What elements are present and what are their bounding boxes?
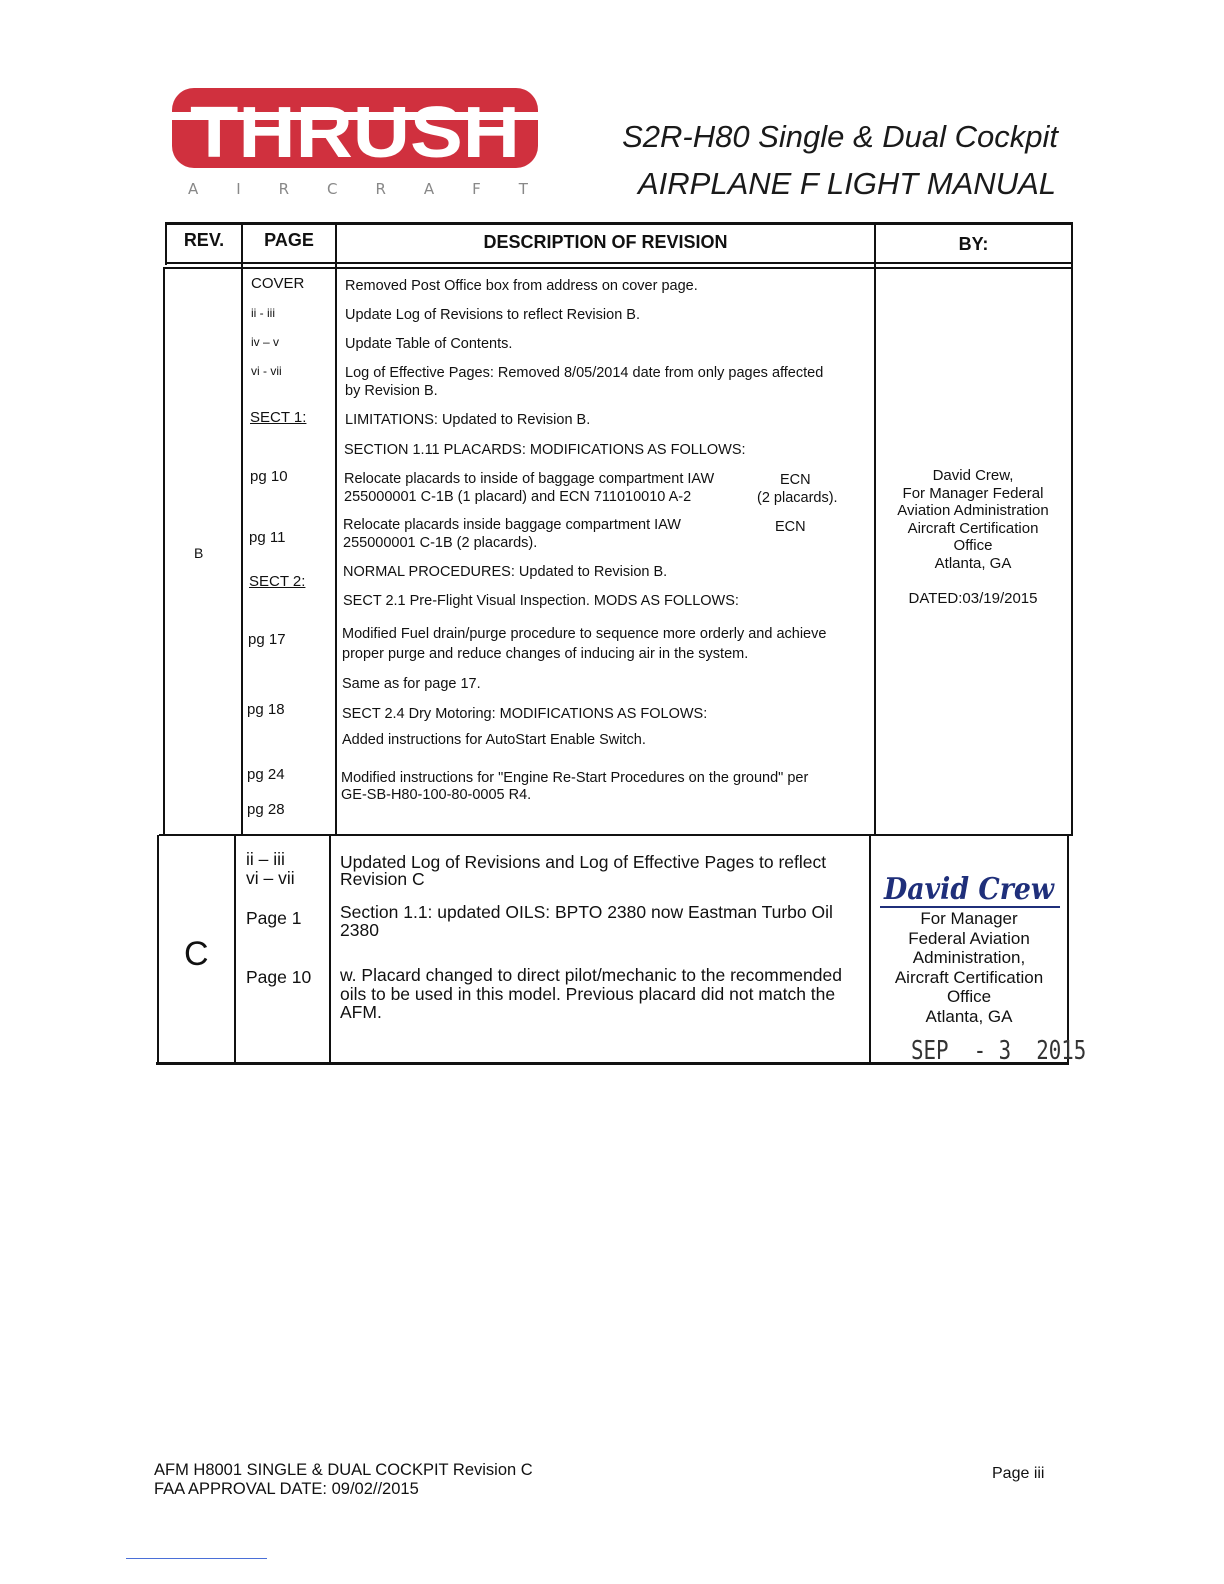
approver-line: Atlanta, GA [925, 1006, 1013, 1026]
table-border [163, 267, 1073, 269]
rev-c-label: C [184, 935, 209, 973]
approver-block-b [878, 467, 1068, 572]
header-by: BY: [958, 234, 989, 254]
revision-description: Removed Post Office box from address on cover page. [345, 278, 698, 294]
revision-description: LIMITATIONS: Updated to Revision B. [345, 412, 591, 428]
revision-description: oils to be used in this model. Previous placard did not match the [340, 984, 836, 1004]
approver-line: Federal Aviation [908, 928, 1030, 948]
revision-description: AFM. [340, 1002, 382, 1022]
revision-description: Revision C [340, 869, 425, 889]
page-ref: pg 11 [249, 529, 286, 546]
footer-approval-date: FAA APPROVAL DATE: 09/02//2015 [154, 1480, 419, 1498]
table-border [165, 262, 1073, 264]
logo-letter: R [278, 180, 290, 198]
revision-description: 2380 [340, 920, 379, 940]
revision-description: 255000001 C-1B (2 placards). [343, 535, 538, 551]
revision-description: Relocate placards inside baggage compartment IAW [343, 517, 681, 533]
logo-aircraft-text [188, 180, 528, 198]
page-number: Page iii [992, 1465, 1045, 1482]
header-description: DESCRIPTION OF REVISION [483, 232, 728, 252]
table-border [165, 222, 1073, 225]
document-title-line-1: S2R-H80 Single & Dual Cockpit [622, 119, 1058, 154]
revision-description: Log of Effective Pages: Removed 8/05/2014 date from only pages affected [345, 365, 824, 381]
revision-description: SECTION 1.11 PLACARDS: MODIFICATIONS AS FOLLOWS: [344, 442, 746, 458]
page-ref: ii - iii [251, 306, 275, 320]
page-ref: pg 10 [250, 468, 288, 485]
table-border [157, 835, 159, 1064]
revision-description: SECT 2.1 Pre-Flight Visual Inspection. MODS AS FOLLOWS: [343, 593, 739, 609]
logo-letter: T [518, 180, 528, 198]
approver-line: Office [953, 537, 993, 554]
revision-description: Modified Fuel drain/purge procedure to sequence more orderly and achieve [342, 626, 827, 642]
thrush-logo [170, 82, 540, 200]
scan-mark [126, 1558, 267, 1559]
document-title-line-2: AIRPLANE F LIGHT MANUAL [637, 166, 1056, 201]
revision-description: 255000001 C-1B (1 placard) and ECN 711010010 A-2 [344, 489, 692, 505]
header-page: PAGE [264, 230, 314, 250]
approver-line: Office [946, 987, 992, 1006]
page-ref: vi – vii [246, 868, 295, 888]
table-border [163, 267, 165, 835]
rev-b-label: B [194, 545, 204, 561]
approver-line: Administration, [912, 948, 1026, 967]
revision-description: Added instructions for AutoStart Enable Switch. [342, 732, 646, 748]
logo-letter: I [236, 180, 241, 198]
logo-letter: A [423, 180, 435, 198]
page-ref: COVER [251, 275, 305, 292]
column-divider [874, 222, 876, 836]
footer-info [154, 1461, 533, 1499]
revision-description: w. Placard changed to direct pilot/mechanic to the recommended [340, 965, 842, 985]
revision-description: Modified instructions for "Engine Re-Start Procedures on the ground" per [341, 770, 809, 786]
approver-line: Aviation Administration [897, 502, 1049, 519]
column-divider [329, 835, 331, 1064]
approval-stamp: SEP - 3 2015 [911, 1036, 1087, 1066]
signature [878, 862, 1064, 912]
revision-description: Same as for page 17. [342, 676, 481, 692]
page-ref: ii – iii [246, 849, 285, 869]
page-ref: pg 24 [247, 766, 285, 783]
approver-line: For Manager Federal [902, 484, 1044, 502]
column-divider [234, 835, 236, 1064]
page-ref: iv – v [251, 335, 280, 349]
header-rev: REV. [183, 230, 225, 250]
approver-line: For Manager [920, 909, 1018, 928]
thrush-logo-mark [170, 82, 540, 172]
page-ref: pg 18 [247, 701, 285, 718]
revision-description: SECT 2.4 Dry Motoring: MODIFICATIONS AS FOLOWS: [342, 706, 708, 722]
revision-description: Update Table of Contents. [345, 336, 513, 352]
logo-letter: F [472, 180, 481, 198]
table-border [1067, 835, 1069, 1064]
logo-letter: C [327, 180, 338, 198]
approver-line: David Crew, [932, 467, 1014, 484]
revision-description: GE-SB-H80-100-80-0005 R4. [341, 787, 532, 803]
approver-block-c [872, 909, 1066, 1026]
page-ref: pg 17 [248, 631, 286, 648]
revision-description: Section 1.1: updated OILS: BPTO 2380 now Eastman Turbo Oil [340, 902, 833, 922]
revision-description: ECN [780, 472, 811, 488]
approver-line: Aircraft Certification [907, 519, 1039, 537]
revision-description: ECN [775, 519, 806, 535]
revision-description: (2 placards). [757, 490, 838, 506]
page-ref: SECT 2: [249, 573, 306, 590]
column-divider [241, 222, 243, 836]
footer-manual: AFM H8001 SINGLE & DUAL COCKPIT Revision C [154, 1461, 533, 1479]
revision-description: Updated Log of Revisions and Log of Effective Pages to reflect [340, 852, 827, 872]
approver-line: Atlanta, GA [934, 554, 1012, 572]
page-ref: Page 1 [246, 908, 302, 928]
page-ref: SECT 1: [250, 409, 307, 426]
table-border [1071, 222, 1073, 836]
logo-letter: R [375, 180, 386, 198]
signature-text: David Crew [883, 872, 1056, 907]
row-divider [159, 834, 1071, 836]
revision-description: Relocate placards to inside of baggage compartment IAW [344, 471, 715, 487]
column-divider [335, 222, 337, 836]
revision-description: NORMAL PROCEDURES: Updated to Revision B. [343, 564, 668, 580]
approver-line: Aircraft Certification [894, 967, 1044, 987]
revision-description: proper purge and reduce changes of inducing air in the system. [342, 646, 749, 662]
page-ref: Page 10 [246, 967, 312, 987]
column-divider [869, 835, 871, 1064]
page-ref: pg 28 [247, 801, 285, 818]
approval-date-b: DATED:03/19/2015 [908, 590, 1038, 607]
logo-letter: A [188, 180, 199, 198]
logo-brand-text: THRUSH [190, 93, 520, 172]
revision-description: by Revision B. [345, 383, 438, 399]
page-ref: vi - vii [251, 364, 282, 378]
revision-description: Update Log of Revisions to reflect Revision B. [345, 307, 640, 323]
